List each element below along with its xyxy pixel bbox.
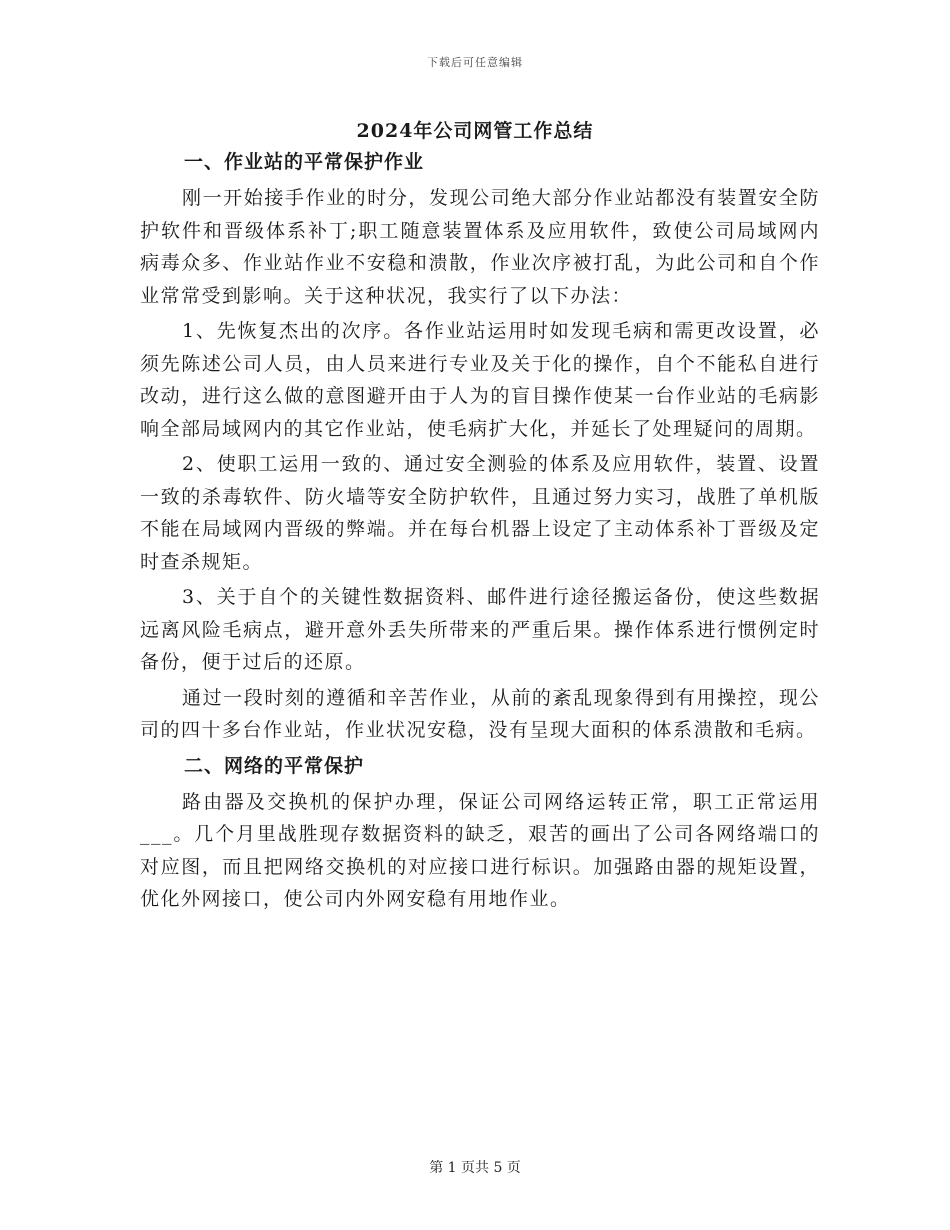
paragraph: 路由器及交换机的保护办理，保证公司网络运转正常，职工正常运用___。几个月里战胜现存数据资料的缺乏，艰苦的画出了公司各网络端口的对应图，而且把网络交换机的对应接口进行标识。加强路由器的规矩设置，优化外网接口，使公司内外网安稳有用地作业。 bbox=[140, 790, 820, 910]
section-workstation bbox=[140, 146, 820, 747]
section-heading: 一、作业站的平常保护作业 bbox=[184, 151, 425, 173]
section-heading: 二、网络的平常保护 bbox=[184, 754, 365, 777]
paragraph: 通过一段时刻的遵循和辛苦作业，从前的紊乱现象得到有用操控，现公司的四十多台作业站，作业状况安稳，没有呈现大面积的体系溃散和毛病。 bbox=[140, 686, 820, 741]
document-body bbox=[140, 146, 820, 919]
page-header: 下载后可任意编辑 bbox=[427, 56, 523, 69]
page-footer: 第 1 页共 5 页 bbox=[429, 1160, 521, 1176]
paragraph: 刚一开始接手作业的时分，发现公司绝大部分作业站都没有装置安全防护软件和晋级体系补丁;职工随意装置体系及应用软件，致使公司局域网内病毒众多、作业站作业不安稳和溃散，作业次序被打乱，为此公司和自个作业常常受到影响。关于这种状况，我实行了以下办法： bbox=[140, 187, 820, 307]
paragraph: 2、使职工运用一致的、通过安全测验的体系及应用软件，装置、设置一致的杀毒软件、防火墙等安全防护软件，且通过努力实习，战胜了单机版不能在局域网内晋级的弊端。并在每台机器上设定了主动体系补丁晋级及定时查杀规矩。 bbox=[140, 453, 820, 573]
document-title: 2024年公司网管工作总结 bbox=[356, 120, 594, 142]
paragraph: 1、先恢复杰出的次序。各作业站运用时如发现毛病和需更改设置，必须先陈述公司人员，由人员来进行专业及关于化的操作，自个不能私自进行改动，进行这么做的意图避开由于人为的盲目操作使某一台作业站的毛病影响全部局域网内的其它作业站，使毛病扩大化，并延长了处理疑问的周期。 bbox=[140, 320, 820, 440]
paragraph: 3、关于自个的关键性数据资料、邮件进行途径搬运备份，使这些数据远离风险毛病点，避开意外丢失所带来的严重后果。操作体系进行惯例定时备份，便于过后的还原。 bbox=[140, 586, 820, 673]
section-network bbox=[140, 750, 820, 916]
